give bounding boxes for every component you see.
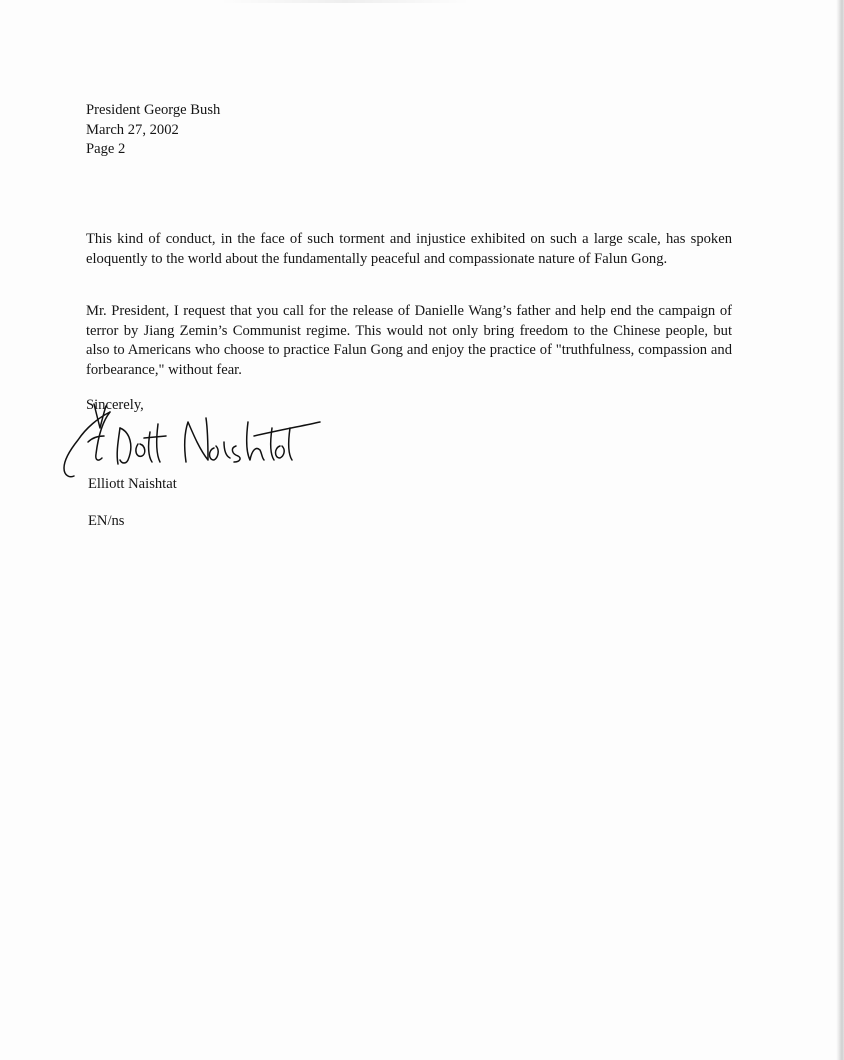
date-line: March 27, 2002 bbox=[86, 121, 179, 138]
body-paragraph-2: Mr. President, I request that you call for the release of Danielle Wang’s father and help end the campaign of terror by Jiang Zemin’s Communist regime. This would not only bring freedom to the Chinese people, but also to Americans who choose to practice Falun Gong and enjoy the practice of "truthfulness, compassion and forbearance," without fear. bbox=[86, 303, 732, 378]
letter-header bbox=[86, 101, 220, 160]
reference-initials: EN/ns bbox=[88, 513, 125, 529]
recipient-line: President George Bush bbox=[86, 102, 221, 118]
signer-name: Elliott Naishtat bbox=[88, 476, 177, 492]
page-number: Page 2 bbox=[86, 141, 126, 157]
body-paragraph-1: This kind of conduct, in the face of such torment and injustice exhibited on such a large scale, has spoken eloquently to the world about the fundamentally peaceful and compassionate nature of Falun Gong. bbox=[86, 231, 732, 267]
scan-artifact bbox=[220, 0, 470, 3]
page-edge-shadow bbox=[836, 0, 844, 1060]
closing-salutation: Sincerely, bbox=[86, 397, 144, 413]
